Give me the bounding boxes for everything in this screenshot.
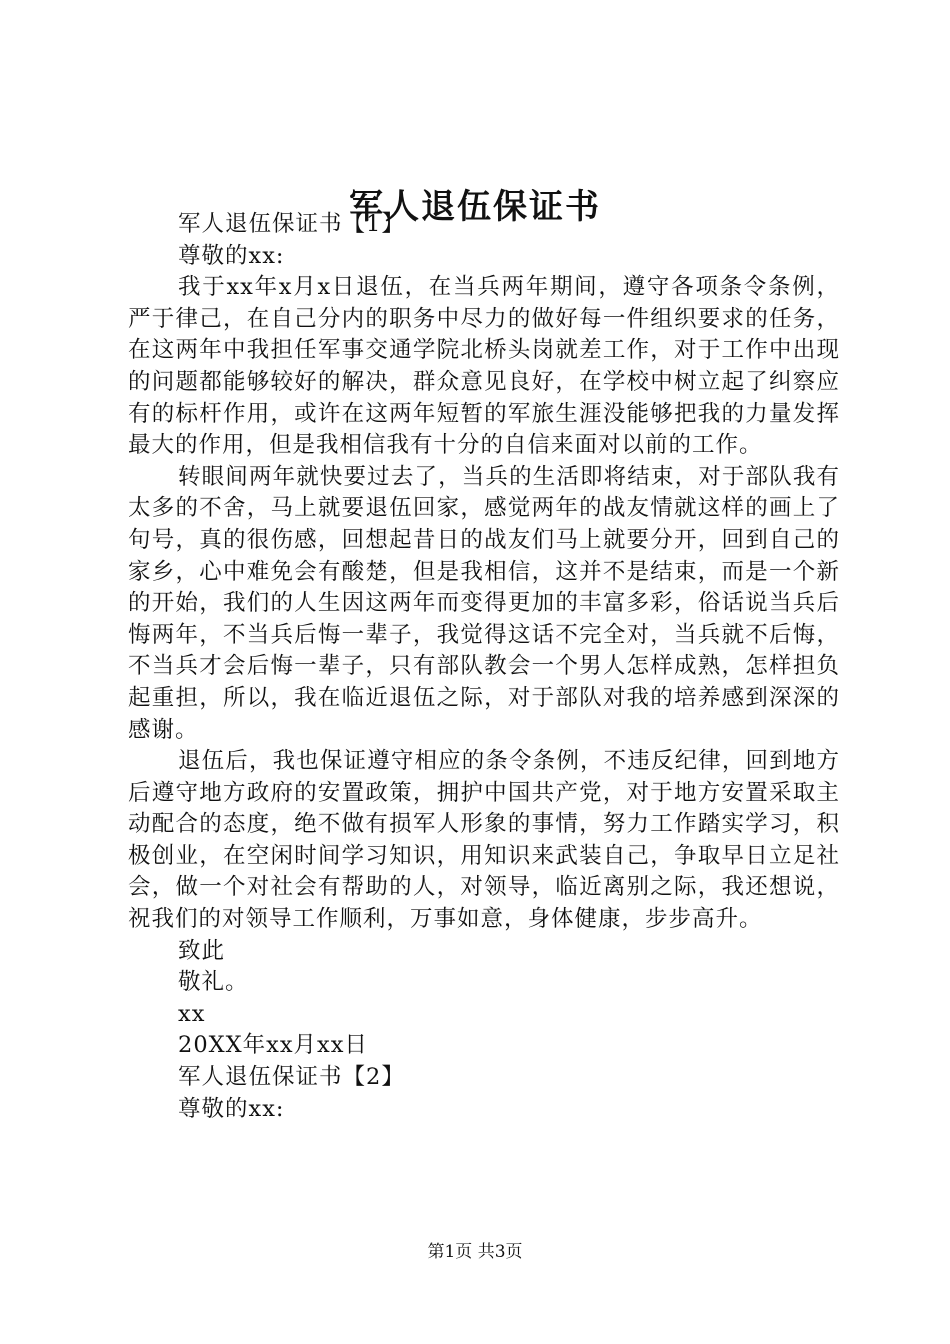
paragraph-2: 转眼间两年就快要过去了，当兵的生活即将结束，对于部队我有太多的不舍，马上就要退伍回家，感觉两年的战友情就这样的画上了句号，真的很伤感，回想起昔日的战友们马上就要分开，回到自己的家乡，心中难免会有酸楚，但是我相信，这并不是结束，而是一个新的开始，我们的人生因这两年而变得更加的丰富多彩，俗话说当兵后悔两年，不当兵后悔一辈子，我觉得这话不完全对，当兵就不后悔，不当兵才会后悔一辈子，只有部队教会一个男人怎样成熟，怎样担负起重担，所以，我在临近退伍之际，对于部队对我的培养感到深深的感谢。 (128, 463, 840, 743)
closing-line-1: 致此 (178, 937, 226, 964)
signature: xx (178, 1000, 206, 1027)
paragraph-1: 我于xx年x月x日退伍，在当兵两年期间，遵守各项条令条例，严于律己，在自己分内的职务中尽力的做好每一件组织要求的任务，在这两年中我担任军事交通学院北桥头岗就差工作，对于工作中出现的问题都能够较好的解决，群众意见良好，在学校中树立起了纠察应有的标杆作用，或许在这两年短暂的军旅生涯没能够把我的力量发挥最大的作用，但是我相信我有十分的自信来面对以前的工作。 (128, 274, 840, 459)
section-1-salutation: 尊敬的xx: (178, 242, 285, 269)
page-footer: 第1页 共3页 (427, 1242, 523, 1262)
paragraph-3: 退伍后，我也保证遵守相应的条令条例，不违反纪律，回到地方后遵守地方政府的安置政策，拥护中国共产党，对于地方安置采取主动配合的态度，绝不做有损军人形象的事情，努力工作踏实学习，积极创业，在空闲时间学习知识，用知识来武装自己，争取早日立足社会，做一个对社会有帮助的人，对领导，临近离别之际，我还想说，祝我们的对领导工作顺利，万事如意，身体健康，步步高升。 (128, 748, 840, 933)
closing-line-2: 敬礼。 (178, 969, 249, 996)
section-2-salutation: 尊敬的xx: (178, 1095, 285, 1122)
document-title: 军人退伍保证书 (349, 187, 601, 227)
section-1-heading: 军人退伍保证书【1】 (178, 211, 405, 237)
document-body (128, 209, 840, 1125)
section-2-heading: 军人退伍保证书【2】 (178, 1064, 405, 1091)
date: 20XX年xx月xx日 (178, 1032, 368, 1059)
